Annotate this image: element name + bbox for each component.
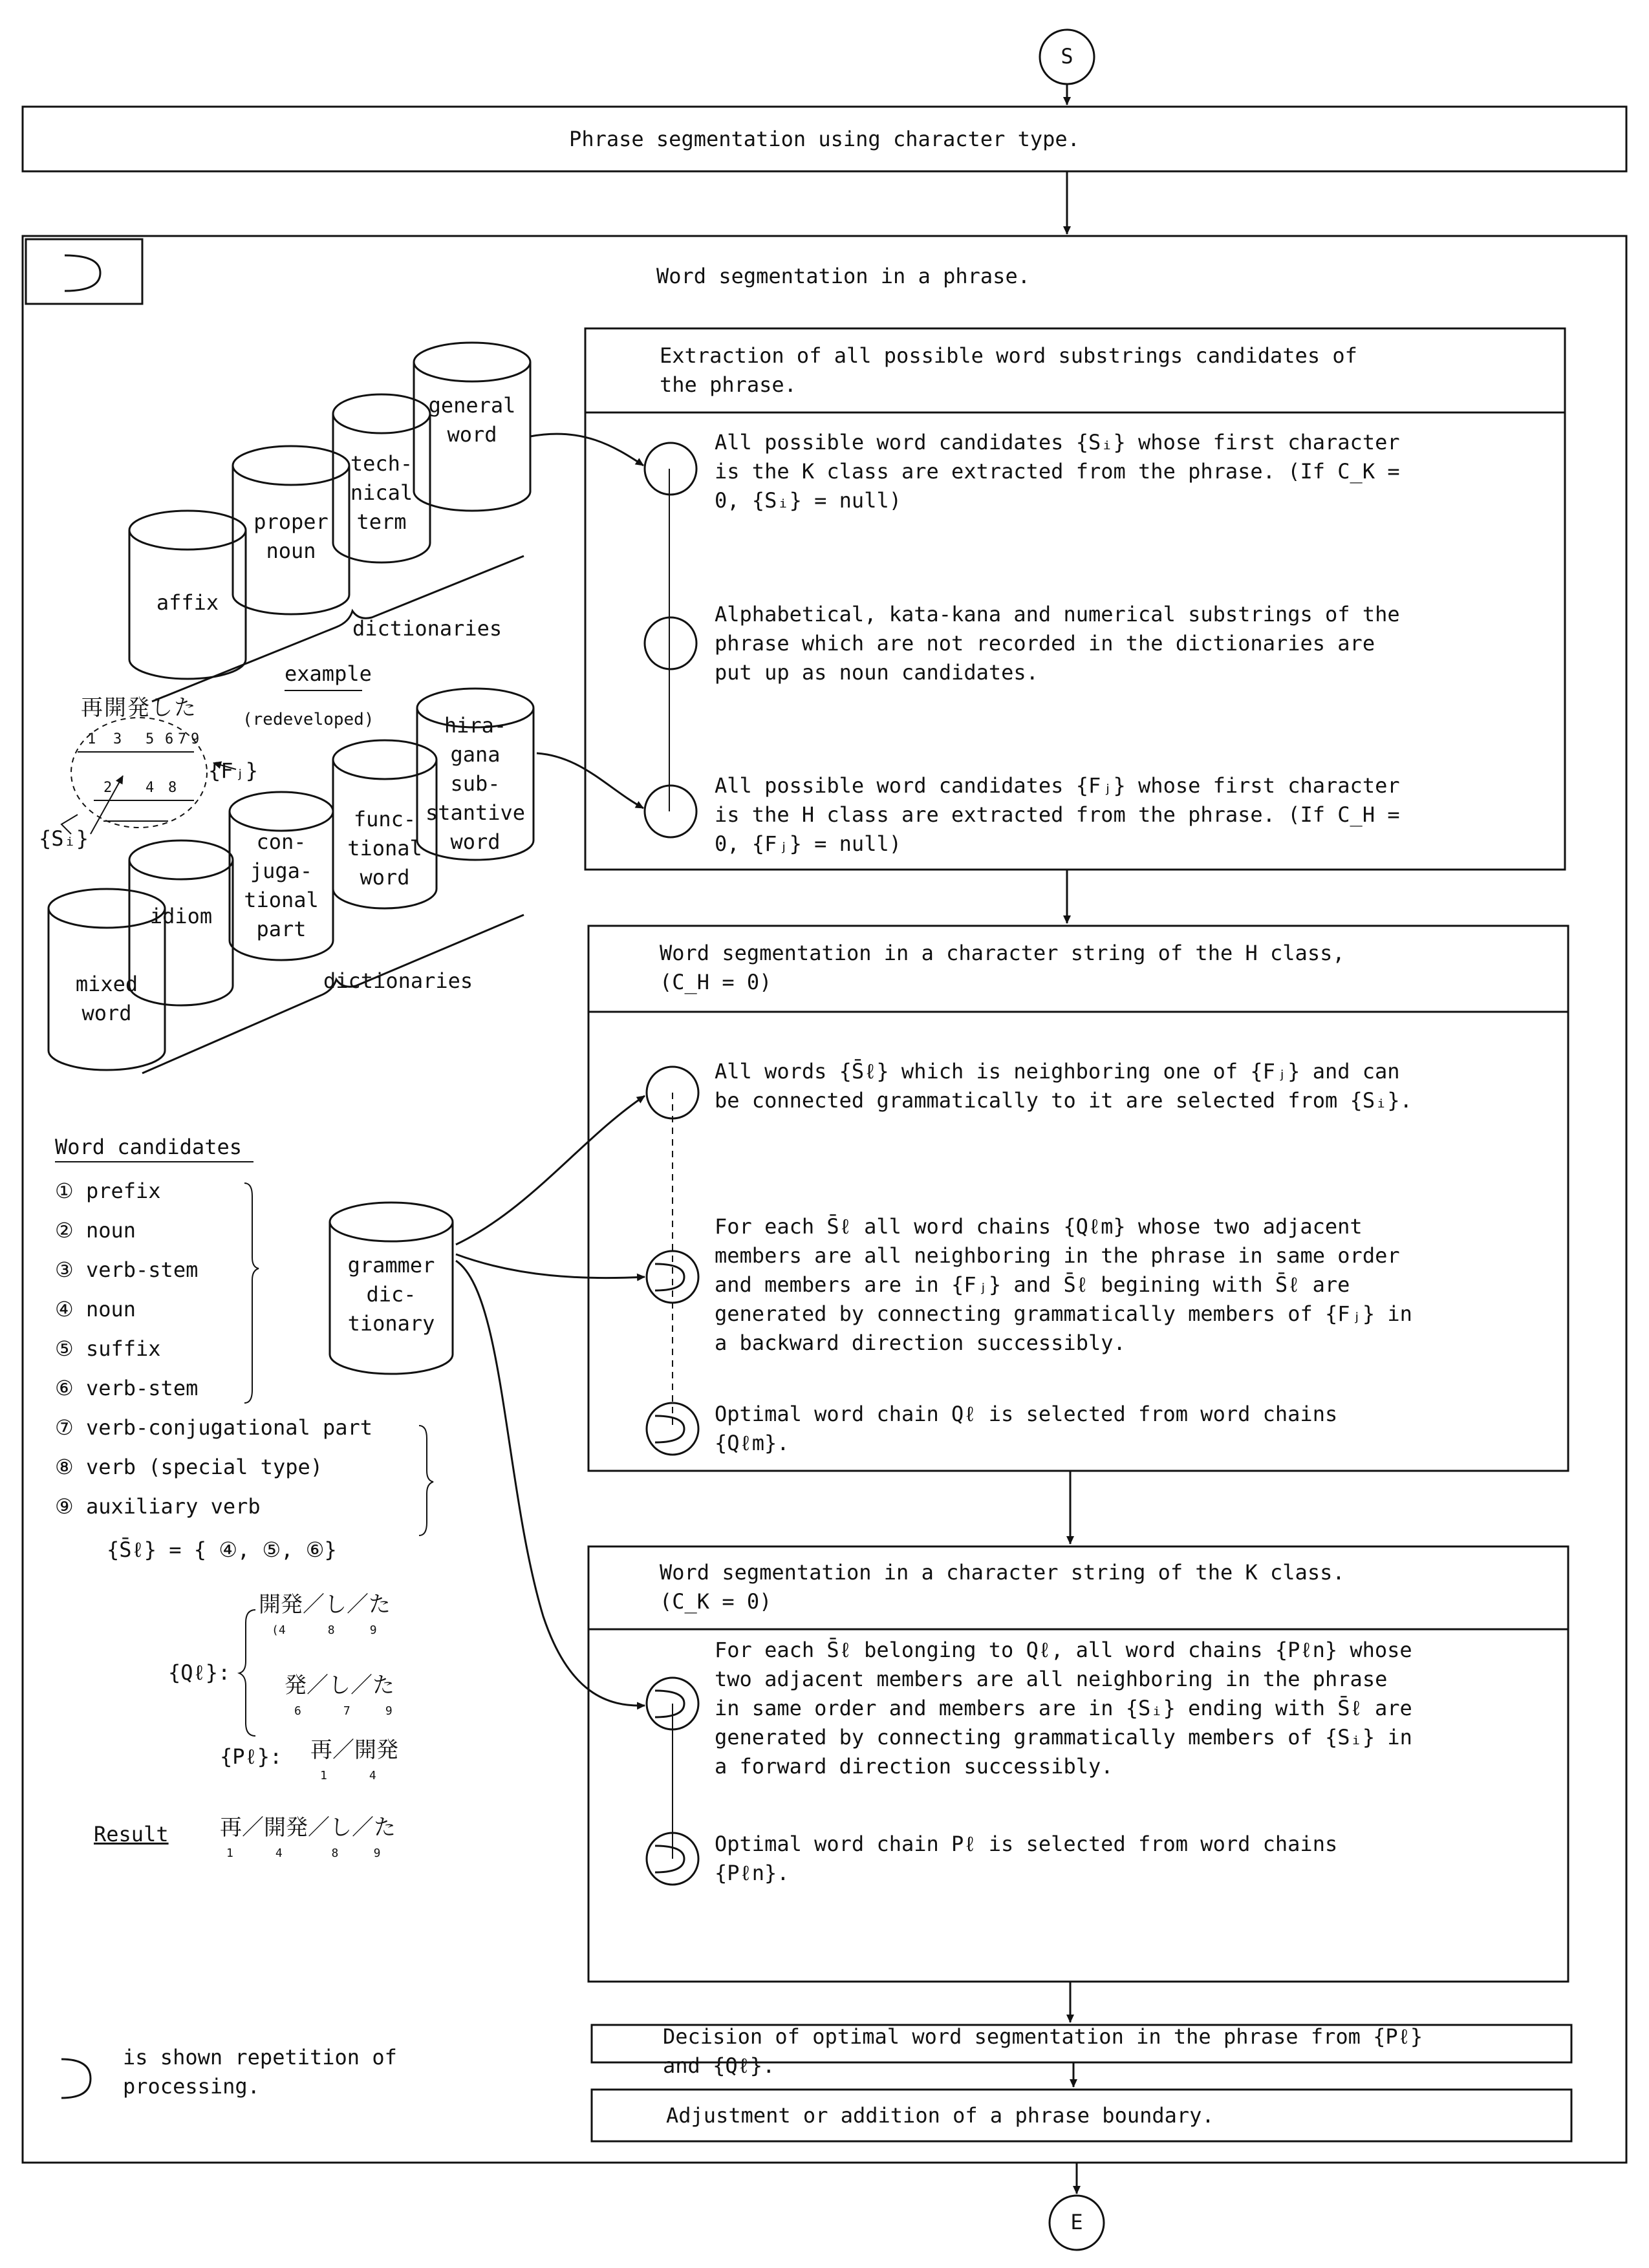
result-chain-nums: 1 4 8 9 (226, 1846, 381, 1860)
extraction-step1-circle (645, 443, 696, 495)
extraction-step3-text: All possible word candidates {Fⱼ} whose first character is the H class are extracted from the phrase. (If C_H = 0, {Fⱼ} = null) (715, 773, 1400, 856)
extraction-step1-text: All possible word candidates {Sᵢ} whose first character is the K class are extracted from the phrase. (If C_K = 0, {Sᵢ} = null) (715, 430, 1400, 513)
result-chain: 再／開発／し／た (220, 1815, 396, 1841)
adjustment-text: Adjustment or addition of a phrase boundary. (666, 2103, 1214, 2128)
end-label: E (1070, 2210, 1083, 2234)
extraction-header: Extraction of all possible word substrings candidates of the phrase. (660, 343, 1357, 397)
dict-idiom-label: idiom (149, 904, 213, 928)
dict-hiragana-word-label: hira- gana sub- stantive word (425, 713, 526, 854)
dictionaries-label-1: dictionaries (352, 616, 502, 641)
example-phrase: 再開発した (81, 695, 197, 721)
example-digit-1: 1 (87, 731, 96, 747)
list-item: ⑥ verb-stem (55, 1376, 199, 1400)
decision-text: Decision of optimal word segmentation in the phrase from {Pℓ} and {Qℓ}. (663, 2024, 1423, 2078)
list-item: ⑤ suffix (55, 1336, 161, 1361)
example-digit-8: 8 (168, 780, 177, 796)
example-digit-7: 7 (178, 731, 187, 747)
k-step2-text: Optimal word chain Pℓ is selected from word chains {Pℓn}. (715, 1832, 1338, 1885)
phrase-segmentation-text: Phrase segmentation using character type. (569, 127, 1080, 151)
list-item: ① prefix (55, 1179, 161, 1203)
main-title: Word segmentation in a phrase. (656, 264, 1030, 288)
q-chain-1: 開発／し／た (259, 1592, 391, 1618)
h-step1-text: All words {S̄ℓ} which is neighboring one of {Fⱼ} and can be connected grammatically to it are selected from {Sᵢ}. (715, 1059, 1412, 1113)
grammar-dictionary-label: grammer dic- tionary (347, 1253, 435, 1336)
p-chain: 再／開発 (310, 1737, 398, 1763)
word-candidates-list (55, 1171, 372, 1526)
h-class-header: Word segmentation in a character string of the H class, (C_H = 0) (660, 941, 1345, 994)
example-digit-9: 9 (191, 731, 200, 747)
example-digit-2: 2 (103, 780, 113, 796)
h-class-box (588, 926, 1568, 1471)
q-chain-1-nums: (4 8 9 (272, 1623, 377, 1637)
list-item: ④ noun (55, 1297, 136, 1321)
list-item: ⑦ verb-conjugational part (55, 1415, 373, 1440)
example-fj: {Fⱼ} (208, 758, 259, 783)
k-class-header: Word segmentation in a character string of the K class. (C_K = 0) (660, 1560, 1345, 1614)
legend-text: is shown repetition of processing. (123, 2045, 397, 2099)
dict-affix-label: affix (156, 590, 219, 615)
example-digit-3: 3 (113, 731, 122, 747)
list-item: ⑨ auxiliary verb (55, 1494, 261, 1519)
list-item: ③ verb-stem (55, 1257, 199, 1282)
example-gloss: (redeveloped) (242, 710, 374, 729)
dict-general-word-label: general word (428, 393, 516, 447)
extraction-step2-text: Alphabetical, kata-kana and numerical substrings of the phrase which are not recorded in the dictionaries are put up as noun candidates. (715, 602, 1400, 685)
example-digit-6: 6 (165, 731, 174, 747)
dict-proper-noun-label: proper noun (253, 509, 329, 563)
k-step1-text: For each S̄ℓ belonging to Qℓ, all word chains {Pℓn} whose two adjacent members are all neighboring in the phrase in same order and members are in {Sᵢ} ending with S̄ℓ are generated by connecting grammatically members of {Sᵢ} in a forward direction successibly. (715, 1638, 1412, 1779)
q-chain-2: 発／し／た (285, 1673, 394, 1698)
list-item: ⑧ verb (special type) (55, 1455, 323, 1479)
s-bar-set: {S̄ℓ} = { ④, ⑤, ⑥} (107, 1537, 337, 1562)
extraction-step2-circle (645, 617, 696, 669)
dictionaries-label-2: dictionaries (323, 968, 473, 993)
dict-mixed-word-label: mixed word (75, 972, 138, 1025)
word-candidates-title: Word candidates (55, 1135, 242, 1159)
q-chain-2-nums: 6 7 9 (294, 1704, 393, 1718)
dict-technical-term-label: tech- nical term (350, 451, 413, 534)
example-digit-4: 4 (146, 780, 155, 796)
result-label: Result (94, 1822, 169, 1846)
h-step3-text: Optimal word chain Qℓ is selected from word chains {Qℓm}. (715, 1402, 1338, 1455)
h-step2-text: For each S̄ℓ all word chains {Qℓm} whose two adjacent members are all neighboring in the phrase in same order and members are in {Fⱼ} and S̄ℓ begining with S̄ℓ are generated by connecting grammatically members of {Fⱼ} in a backward direction successibly. (715, 1214, 1412, 1355)
p-set-label: {Pℓ}: (220, 1744, 283, 1769)
example-digit-5: 5 (146, 731, 155, 747)
dict-functional-word-label: func- tional word (347, 807, 422, 890)
example-title: example (285, 661, 372, 686)
start-label: S (1061, 44, 1073, 69)
repeat-marker-box (26, 239, 142, 304)
example-si: {Sᵢ} (39, 826, 89, 851)
p-chain-nums: 1 4 (320, 1769, 376, 1782)
list-item: ② noun (55, 1218, 136, 1243)
q-set-label: {Qℓ}: (168, 1660, 231, 1685)
extraction-step3-circle (645, 786, 696, 837)
dict-conjugational-part-label: con- juga- tional part (244, 829, 319, 941)
